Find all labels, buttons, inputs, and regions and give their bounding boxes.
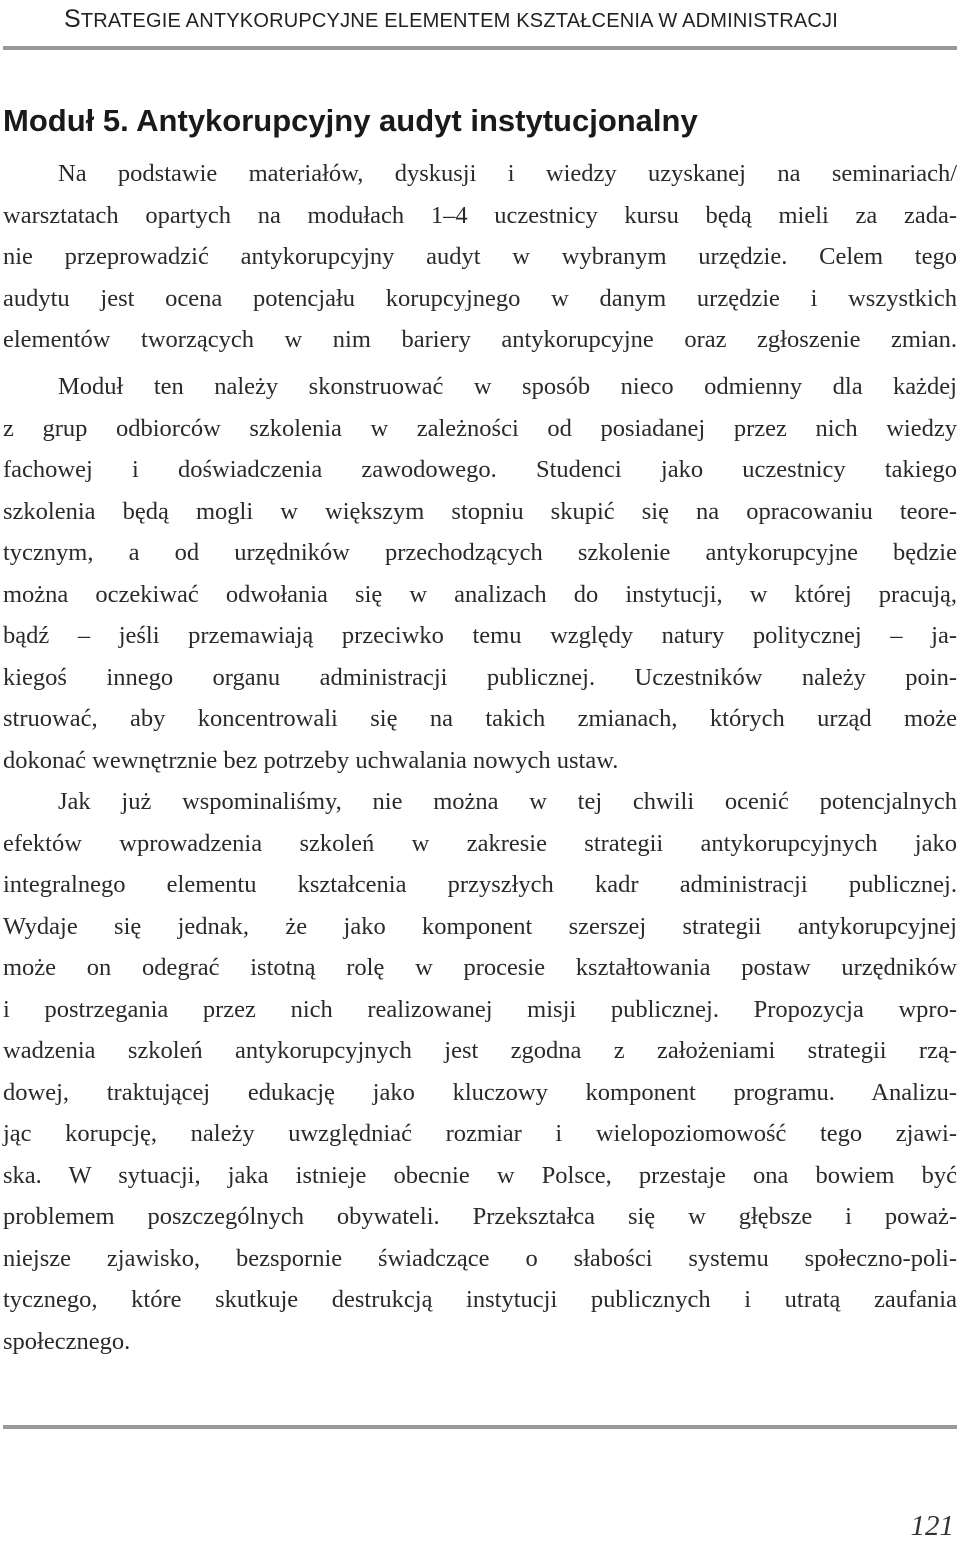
text-line: problemem poszczególnych obywateli. Przekształca się w głębsze i poważ- xyxy=(3,1203,957,1230)
text-line: tycznego, które skutkuje destrukcją instytucji publicznych i utratą zaufania xyxy=(3,1286,957,1313)
text-line: z grup odbiorców szkolenia w zależności od posiadanej przez nich wiedzy xyxy=(3,414,957,442)
page-number: 121 xyxy=(910,1510,954,1542)
paragraph-1 xyxy=(3,153,957,361)
text-line: Jak już wspominaliśmy, nie można w tej chwili ocenić potencjalnych xyxy=(58,788,957,815)
text-line: społecznego. xyxy=(3,1327,131,1355)
running-head xyxy=(64,5,838,34)
text-line: dokonać wewnętrznie bez potrzeby uchwalania nowych ustaw. xyxy=(3,746,619,774)
text-line: i postrzegania przez nich realizowanej misji publicznej. Propozycja wpro- xyxy=(3,995,957,1023)
text-line: Wydaje się jednak, że jako komponent szerszej strategii antykorupcyjnej xyxy=(3,912,957,940)
text-line: bądź – jeśli przemawiają przeciwko temu względy natury politycznej – ja- xyxy=(3,622,957,649)
text-line: dowej, traktującej edukację jako kluczowy komponent programu. Analizu- xyxy=(3,1078,957,1106)
text-line: integralnego elementu kształcenia przyszłych kadr administracji publicznej. xyxy=(3,871,957,898)
module-title: Moduł 5. Antykorupcyjny audyt instytucjonalny xyxy=(3,103,698,138)
text-line: efektów wprowadzenia szkoleń w zakresie strategii antykorupcyjnych jako xyxy=(3,829,957,857)
text-line: warsztatach opartych na modułach 1–4 uczestnicy kursu będą mieli za zada- xyxy=(3,201,957,229)
text-line: Na podstawie materiałów, dyskusji i wiedzy uzyskanej na seminariach/ xyxy=(58,160,957,187)
running-head-text: TRATEGIE ANTYKORUPCYJNE ELEMENTEM KSZTAŁCENIA W ADMINISTRACJI xyxy=(80,10,838,32)
text-line: elementów tworzących w nim bariery antykorupcyjne oraz zgłoszenie zmian. xyxy=(3,326,957,353)
text-line: Moduł ten należy skonstruować w sposób nieco odmienny dla każdej xyxy=(58,373,957,400)
text-line: ska. W sytuacji, jaka istnieje obecnie w Polsce, przestaje ona bowiem być xyxy=(3,1161,957,1189)
text-line: fachowej i doświadczenia zawodowego. Studenci jako uczestnicy takiego xyxy=(3,456,957,483)
text-line: struować, aby koncentrowali się na takich zmianach, których urząd może xyxy=(3,705,957,732)
text-line: szkolenia będą mogli w większym stopniu skupić się na opracowaniu teore- xyxy=(3,497,957,525)
text-line: można oczekiwać odwołania się w analizach do instytucji, w której pracują, xyxy=(3,580,957,608)
text-line: audytu jest ocena potencjału korupcyjnego w danym urzędzie i wszystkich xyxy=(3,284,957,312)
footer-rule xyxy=(3,1425,957,1429)
text-line: kiegoś innego organu administracji publicznej. Uczestników należy poin- xyxy=(3,663,957,691)
text-line: może on odegrać istotną rolę w procesie kształtowania postaw urzędników xyxy=(3,954,957,981)
paragraph-2 xyxy=(3,366,957,781)
text-line: nie przeprowadzić antykorupcyjny audyt w wybranym urzędzie. Celem tego xyxy=(3,243,957,270)
header-rule xyxy=(3,46,957,50)
running-head-initial: S xyxy=(64,5,81,33)
text-line: tycznym, a od urzędników przechodzących szkolenie antykorupcyjne będzie xyxy=(3,539,957,566)
text-line: niejsze zjawisko, bezspornie świadczące o słabości systemu społeczno-poli- xyxy=(3,1244,957,1272)
paragraph-3 xyxy=(3,781,957,1362)
text-line: jąc korupcję, należy uwzględniać rozmiar i wielopoziomowość tego zjawi- xyxy=(3,1120,957,1147)
text-line: wadzenia szkoleń antykorupcyjnych jest zgodna z założeniami strategii rzą- xyxy=(3,1037,957,1064)
